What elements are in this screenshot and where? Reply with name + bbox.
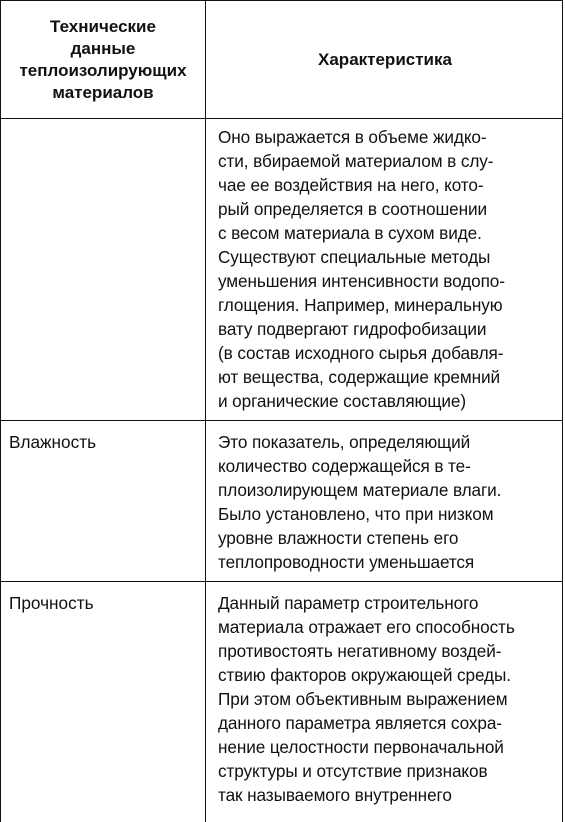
header-characteristic: Характеристика <box>318 49 452 69</box>
table-row <box>1 119 562 421</box>
header-technical-data: Технические данные теплоизолирующих материалов <box>1 1 206 118</box>
row-property-name <box>1 119 206 420</box>
table-header-row <box>1 1 562 119</box>
row-property-description: Это показатель, определяющий количество содержащейся в те- плоизолирующем материале влаги. Было установлено, что при низком уровне влажности степень его теплопроводности уменьшается <box>218 432 502 572</box>
row-property-description: Оно выражается в объеме жидко- сти, вбираемой материалом в слу- чае ее воздействия на него, кото- рый определяется в соотношении с весом материала в сухом виде. Существуют специальные методы уменьшения интенсивности водопо- глощения. Например, минеральную вату подвергают гидрофобизации (в состав исходного сырья добавля- ют вещества, содержащие кремний и органические составляющие) <box>218 127 505 411</box>
row-property-name: Влажность <box>1 421 206 581</box>
row-property-name: Прочность <box>1 582 206 822</box>
row-property-description: Данный параметр строительного материала отражает его способность противостоять негативному воздей- ствию факторов окружающей среды. При этом объективным выражением данного параметра является сохра- нение целостности первоначальной структуры и отсутствие признаков так называемого внутреннего <box>218 593 515 805</box>
table-row <box>1 421 562 582</box>
table-row <box>1 582 562 822</box>
